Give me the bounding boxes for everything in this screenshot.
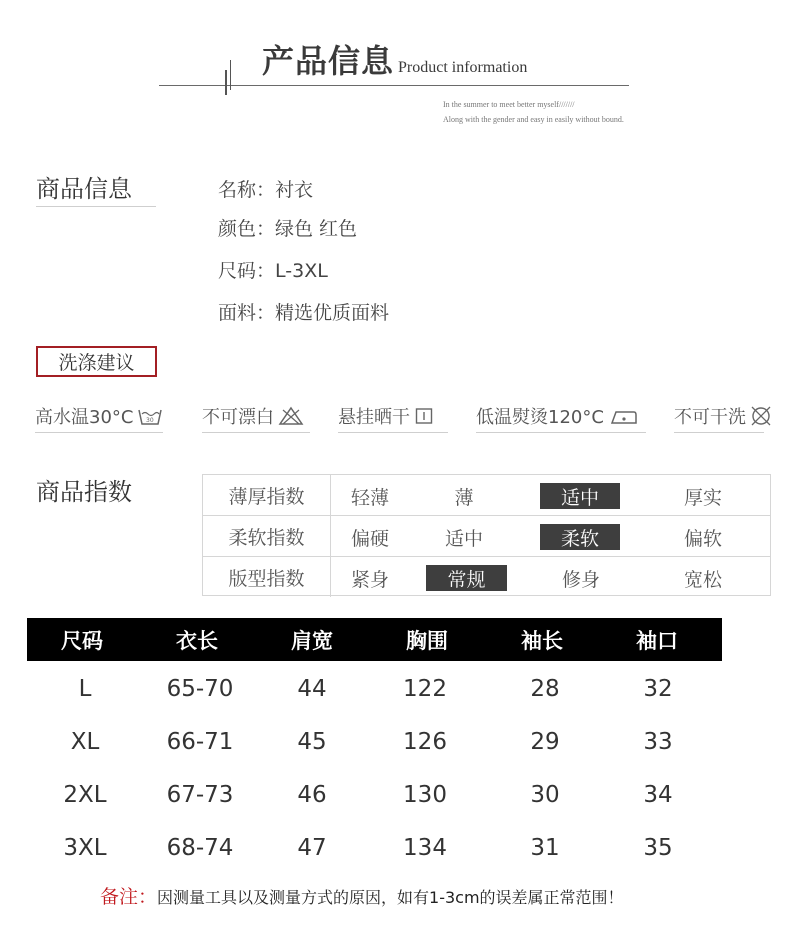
- size-header-cell: 肩宽: [291, 628, 333, 653]
- header-tick-2: [230, 60, 231, 90]
- size-header-cell: 衣长: [176, 628, 218, 653]
- header-tagline-2: Along with the gender and easy in easily without bound.: [443, 115, 624, 124]
- note-label: 备注：: [100, 886, 158, 908]
- size-cell: 130: [403, 782, 447, 808]
- iron-icon: [608, 406, 640, 426]
- product-info-underline: [36, 206, 156, 207]
- index-option: 轻薄: [350, 486, 389, 509]
- wash-underline-4: [476, 432, 646, 433]
- index-table: [202, 474, 771, 596]
- size-cell: 44: [297, 676, 327, 702]
- info-color: 颜色：绿色 红色: [218, 218, 358, 240]
- size-cell: 122: [403, 676, 447, 702]
- size-cell: 3XL: [63, 835, 107, 861]
- wash-item-no-dry-clean: [674, 403, 772, 429]
- wash-item-high-temp: [35, 403, 163, 429]
- size-cell: XL: [70, 729, 100, 755]
- index-option: 薄: [454, 486, 474, 509]
- no-dry-clean-icon: [750, 405, 772, 427]
- size-cell: 134: [403, 835, 447, 861]
- size-header-cell: 尺码: [61, 628, 103, 653]
- size-cell: 66-71: [166, 729, 234, 755]
- index-label-softness: 柔软指数: [203, 516, 331, 556]
- wash-underline-3: [338, 432, 448, 433]
- index-row-softness: [203, 516, 770, 557]
- size-cell: 2XL: [63, 782, 107, 808]
- info-fabric: 面料：精选优质面料: [218, 302, 390, 324]
- svg-text:30: 30: [146, 417, 155, 424]
- wash-label-high-temp: 高水温30°C: [35, 407, 134, 428]
- header-title-cn: 产品信息: [262, 42, 395, 80]
- index-option: 紧身: [350, 568, 389, 591]
- size-cell: 47: [297, 835, 327, 861]
- size-cell: 46: [297, 782, 327, 808]
- size-cell: 126: [403, 729, 447, 755]
- wash-item-iron: [476, 403, 640, 429]
- wash-item-hang-dry: [338, 403, 434, 429]
- wash-underline-2: [202, 432, 310, 433]
- size-cell: 29: [530, 729, 560, 755]
- wash-item-no-bleach: [202, 403, 304, 429]
- index-option-selected: 柔软: [540, 524, 620, 550]
- index-option: 偏硬: [350, 527, 389, 550]
- size-cell: 35: [643, 835, 673, 861]
- wash-title-box: [36, 346, 157, 377]
- size-cell: 65-70: [166, 676, 234, 702]
- index-option-selected: 常规: [426, 565, 507, 591]
- info-size: 尺码：L-3XL: [218, 260, 328, 282]
- header-title-en: Product information: [398, 59, 528, 76]
- size-cell: 32: [643, 676, 673, 702]
- size-cell: 28: [530, 676, 560, 702]
- index-option: 修身: [561, 568, 600, 591]
- size-header-cell: 胸围: [406, 628, 448, 653]
- index-option: 适中: [444, 527, 483, 550]
- size-cell: 68-74: [166, 835, 234, 861]
- size-header-cell: 袖长: [521, 628, 563, 653]
- size-cell: 34: [643, 782, 673, 808]
- size-cell: 67-73: [166, 782, 234, 808]
- index-option: 宽松: [683, 568, 722, 591]
- size-cell: 30: [530, 782, 560, 808]
- index-option: 厚实: [683, 486, 722, 509]
- wash-label-hang-dry: 悬挂晒干: [338, 407, 410, 428]
- index-label-fit: 版型指数: [203, 557, 331, 597]
- index-label-thickness: 薄厚指数: [203, 475, 331, 515]
- no-bleach-icon: [278, 406, 304, 426]
- size-header-cell: 袖口: [636, 628, 678, 653]
- hang-dry-icon: [414, 406, 434, 426]
- wash-underline-1: [35, 432, 163, 433]
- wash-label-no-bleach: 不可漂白: [202, 407, 274, 428]
- wash-label-no-dry-clean: 不可干洗: [674, 407, 746, 428]
- index-option-selected: 适中: [540, 483, 620, 509]
- size-cell: L: [78, 676, 92, 702]
- index-row-fit: [203, 557, 770, 597]
- info-name: 名称：衬衣: [218, 179, 314, 201]
- size-cell: 31: [530, 835, 560, 861]
- index-title: 商品指数: [36, 478, 132, 506]
- size-cell: 33: [643, 729, 673, 755]
- measurement-note: [100, 882, 624, 909]
- product-info-title: 商品信息: [36, 175, 132, 203]
- wash-title: 洗涤建议: [58, 352, 135, 374]
- size-table-header: [27, 618, 722, 661]
- index-option: 偏软: [683, 527, 722, 550]
- note-text: 因测量工具以及测量方式的原因，如有1-3cm的误差属正常范围！: [157, 888, 624, 907]
- header-tick: [225, 70, 227, 95]
- wash-label-iron: 低温熨烫120°C: [476, 407, 604, 428]
- header-tagline-1: In the summer to meet better myself///////: [443, 100, 575, 109]
- wash-underline-5: [674, 432, 764, 433]
- index-row-thickness: [203, 475, 770, 516]
- wash-basin-icon: [137, 406, 163, 426]
- size-cell: 45: [297, 729, 327, 755]
